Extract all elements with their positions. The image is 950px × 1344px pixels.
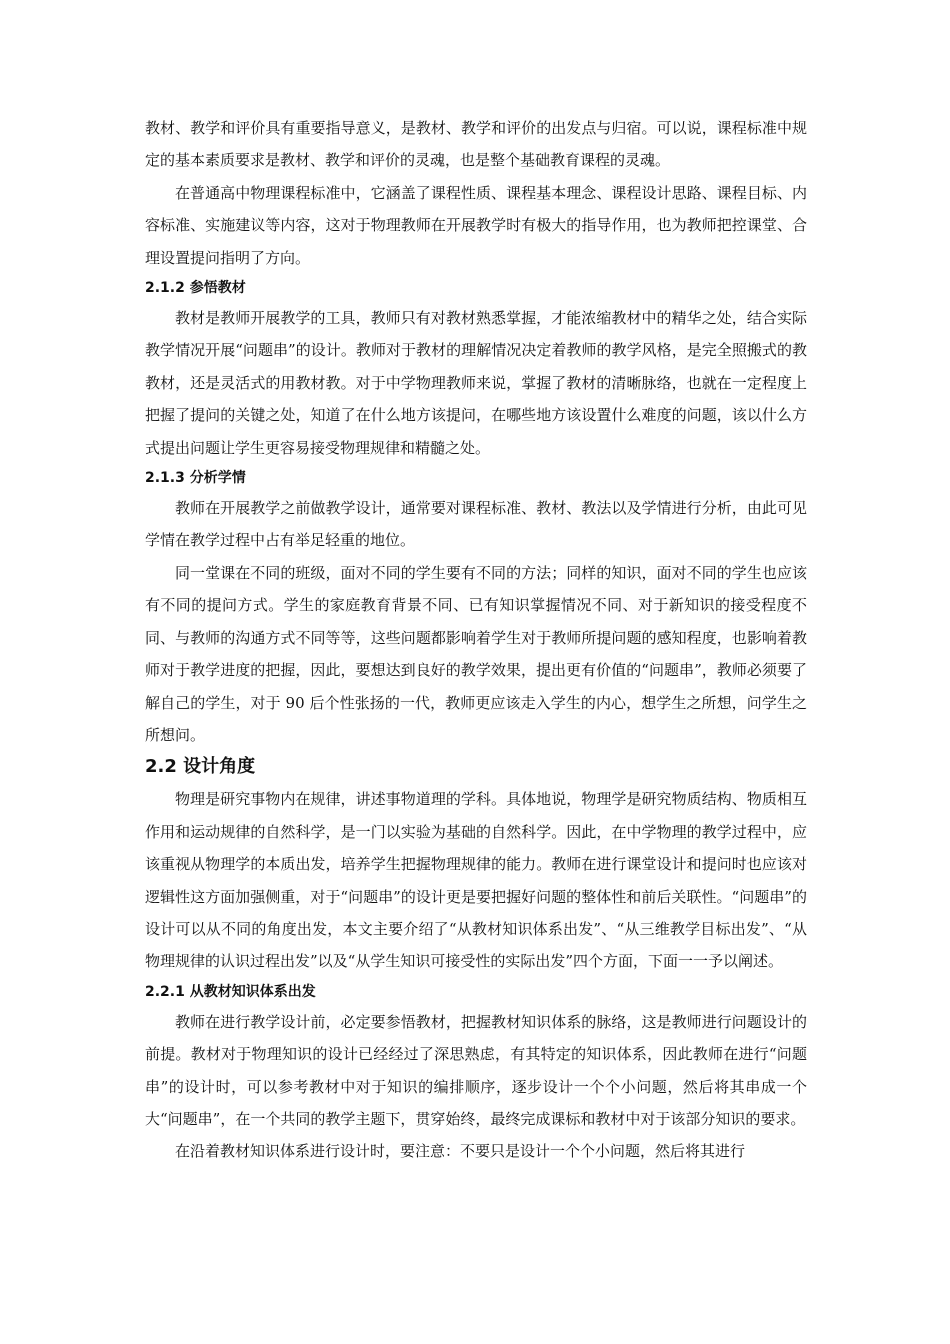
- paragraph-curriculum-standard-significance: 教材、教学和评价具有重要指导意义，是教材、教学和评价的出发点与归宿。可以说，课程标准中规定的基本素质要求是教材、教学和评价的灵魂，也是整个基础教育课程的灵魂。: [145, 119, 807, 170]
- paragraph-knowledge-system: 教师在进行教学设计前，必定要参悟教材，把握教材知识体系的脉络，这是教师进行问题设计的前提。教材对于物理知识的设计已经经过了深思熟虑，有其特定的知识体系，因此教师在进行“问题串”的设计时，可以参考教材中对于知识的编排顺序，逐步设计一个个小问题，然后将其串成一个大“问题串”，在一个共同的教学主题下，贯穿始终，最终完成课标和教材中对于该部分知识的要求。: [145, 1012, 807, 1128]
- paragraph-design-perspective: 物理是研究事物内在规律，讲述事物道理的学科。具体地说，物理学是研究物质结构、物质相互作用和运动规律的自然科学，是一门以实验为基础的自然科学。因此，在中学物理的教学过程中，应该重视从物理学的本质出发，培养学生把握物理规律的能力。教师在进行课堂设计和提问时也应该对逻辑性这方面加强侧重，对于“问题串”的设计更是要把握好问题的整体性和前后关联性。“问题串”的设计可以从不同的角度出发，本文主要介绍了“从教材知识体系出发”、“从三维教学目标出发”、“从物理规律的认识过程出发”以及“从学生知识可接受性的实际出发”四个方面，下面一一予以阐述。: [145, 790, 807, 971]
- paragraph-textbook: 教材是教师开展教学的工具，教师只有对教材熟悉掌握，才能浓缩教材中的精华之处，结合实际教学情况开展“问题串”的设计。教师对于教材的理解情况决定着教师的教学风格，是完全照搬式的教教材，还是灵活式的用教材教。对于中学物理教师来说，掌握了教材的清晰脉络，也就在一定程度上把握了提问的关键之处，知道了在什么地方该提问，在哪些地方该设置什么难度的问题，该以什么方式提出问题让学生更容易接受物理规律和精髓之处。: [145, 309, 807, 457]
- heading-2-2-1: 2.2.1 从教材知识体系出发: [145, 983, 316, 1000]
- paragraph-knowledge-system-note: 在沿着教材知识体系进行设计时，要注意：不要只是设计一个个小问题，然后将其进行: [175, 1142, 746, 1161]
- paragraph-physics-curriculum-standard: 在普通高中物理课程标准中，它涵盖了课程性质、课程基本理念、课程设计思路、课程目标、内容标准、实施建议等内容，这对于物理教师在开展教学时有极大的指导作用，也为教师把控课堂、合理设置提问指明了方向。: [145, 183, 807, 267]
- document-page: [145, 112, 807, 1168]
- paragraph-learning-situation-intro: 教师在开展教学之前做教学设计，通常要对课程标准、教材、教法以及学情进行分析，由此可见学情在教学过程中占有举足轻重的地位。: [145, 499, 807, 550]
- heading-2-1-3: 2.1.3 分析学情: [145, 470, 246, 487]
- paragraph-learning-situation-detail: 同一堂课在不同的班级，面对不同的学生要有不同的方法；同样的知识，面对不同的学生也应该有不同的提问方式。学生的家庭教育背景不同、已有知识掌握情况不同、对于新知识的接受程度不同、与教师的沟通方式不同等等，这些问题都影响着学生对于教师所提问题的感知程度，也影响着教师对于教学进度的把握，因此，要想达到良好的教学效果，提出更有价值的“问题串”，教师必须要了解自己的学生，对于 90 后个性张扬的一代，教师更应该走入学生的内心，想学生之所想，问学生之所想问。: [145, 563, 807, 744]
- heading-2-2: 2.2 设计角度: [145, 756, 256, 778]
- heading-2-1-2: 2.1.2 参悟教材: [145, 280, 246, 297]
